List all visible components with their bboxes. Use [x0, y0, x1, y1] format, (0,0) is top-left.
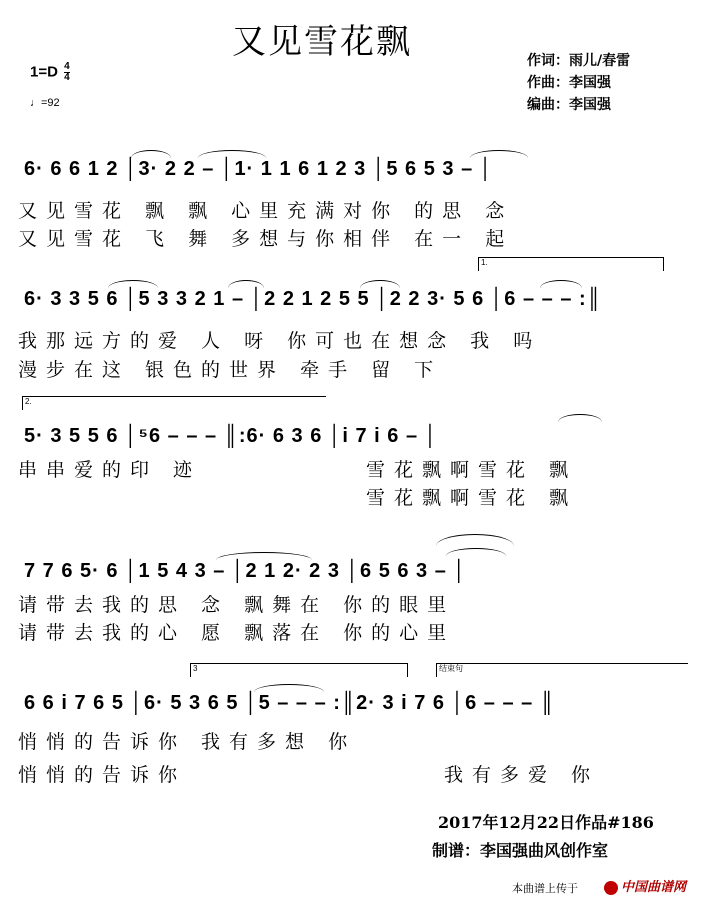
key-signature — [30, 62, 70, 83]
tempo-marking: ♩=92 — [30, 97, 60, 109]
notation-line-4: 7 7 6 5· 6 │1 5 4 3 – │2 1 2· 2 3 │6 5 6 3 – │ — [24, 560, 467, 582]
slur-mark — [470, 150, 528, 158]
upload-watermark: 本曲谱上传于 — [512, 882, 578, 895]
song-title: 又见雪花飘 — [232, 22, 412, 62]
slur-mark — [198, 150, 266, 158]
slur-mark — [216, 552, 312, 560]
composition-date: 2017年12月22日作品#186 — [438, 813, 654, 832]
lyric-line-4-verse-1: 请带去我的思 念 飘舞在 你的眼里 — [18, 594, 456, 616]
lyric-line-1-verse-1: 又见雪花 飘 飘 心里充满对你 的思 念 — [18, 200, 514, 222]
site-logo[interactable] — [604, 876, 686, 895]
volta-bracket-1 — [478, 257, 664, 271]
lyric-line-2-verse-1: 我那远方的爱 人 呀 你可也在想念 我 吗 — [18, 330, 542, 352]
lyric-line-5-ending: 我有多爱 你 — [444, 764, 600, 786]
lyric-line-5-verse-2: 悄悄的告诉你 — [18, 764, 187, 786]
slur-mark — [540, 280, 582, 288]
time-signature-bottom: 4 — [64, 72, 70, 83]
composer-credit: 作曲：李国强 — [527, 75, 611, 91]
time-signature — [64, 62, 70, 83]
slur-mark — [558, 414, 602, 422]
slur-mark — [436, 534, 514, 546]
slur-mark — [360, 280, 400, 288]
slur-mark — [228, 280, 264, 288]
notation-line-5: 6 6 i 7 6 5 │6· 5 3 6 5 │5 – – – :║2· 3 i 7 6 │6 – – – ║ — [24, 692, 555, 714]
lyric-line-5-verse-1: 悄悄的告诉你 我有多想 你 — [18, 731, 357, 753]
transcriber-credit: 制谱：李国强曲风创作室 — [432, 841, 609, 860]
volta-label: 1. — [481, 258, 488, 267]
time-signature-top: 4 — [64, 61, 70, 72]
slur-mark — [131, 150, 171, 158]
lyricist-credit: 作词：雨儿/春雷 — [527, 53, 631, 69]
arranger-credit: 编曲：李国强 — [527, 97, 611, 113]
volta-label: 3 — [193, 664, 198, 673]
lyric-line-1-verse-2: 又见雪花 飞 舞 多想与你相伴 在一 起 — [18, 228, 514, 250]
volta-bracket-3 — [190, 663, 408, 677]
slur-mark — [108, 280, 158, 288]
notation-line-2: 6· 3 3 5 6 │5 3 3 2 1 – │2 2 1 2 5 5 │2 2 3· 5 6 │6 – – – :║ — [24, 288, 602, 310]
logo-mark-icon — [604, 881, 618, 895]
lyric-line-4-verse-2: 请带去我的心 愿 飘落在 你的心里 — [18, 622, 456, 644]
key-signature-text: 1=D — [30, 63, 58, 81]
ending-label: 结束句 — [439, 664, 463, 673]
ending-bracket — [436, 663, 688, 677]
lyric-line-3-verse-1: 串串爱的印 迹 — [18, 459, 202, 481]
slur-mark — [254, 684, 324, 692]
site-logo-text: 中国曲谱网 — [621, 880, 687, 895]
volta-bracket-2 — [22, 396, 326, 410]
slur-mark — [446, 548, 506, 556]
lyric-line-3-refrain: 雪花飘啊雪花 飘 — [366, 459, 578, 481]
lyric-line-2-verse-2: 漫步在这 银色的世界 牵手 留 下 — [18, 359, 443, 381]
notation-line-3: 5· 3 5 5 6 │⁵6 – – – ║:6· 6 3 6 │i 7 i 6 – │ — [24, 425, 439, 447]
lyric-line-3-refrain-repeat: 雪花飘啊雪花 飘 — [366, 487, 578, 509]
volta-label: 2. — [25, 397, 32, 406]
notation-line-1: 6· 6 6 1 2 │3· 2 2 – │1· 1 1 6 1 2 3 │5 6 5 3 – │ — [24, 158, 494, 180]
